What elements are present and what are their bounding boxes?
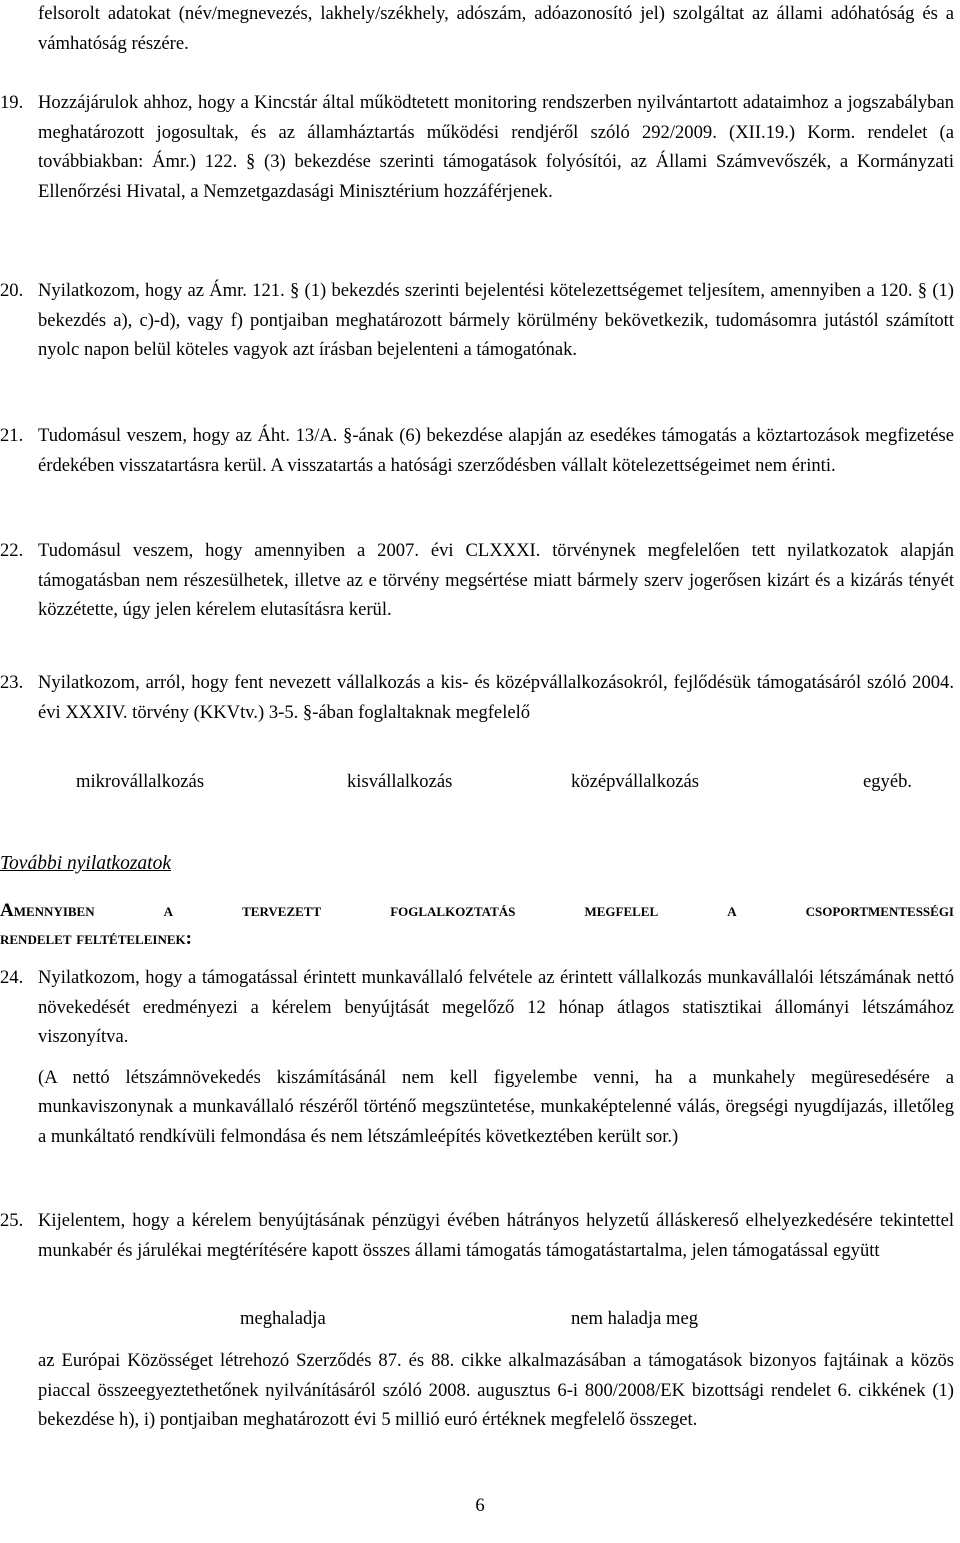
- item-note: (A nettó létszámnövekedés kiszámításánál nem kell figyelembe venni, ha a munkahely megüresedésére a munkaviszonynak a munkavállaló részéről történő megszüntetése, munkaképtelenné válás, öregségi nyugdíjazás, illetőleg a munkáltató rendkívüli felmondása és nem létszámleépítés következtében került sor.): [38, 1066, 954, 1147]
- item-number: 25.: [0, 1210, 24, 1231]
- item-number: 24.: [0, 967, 24, 988]
- option-not-exceeds[interactable]: nem haladja meg: [571, 1308, 699, 1329]
- page-number: 6: [475, 1495, 485, 1516]
- intro-text: felsorolt adatokat (név/megnevezés, lakhely/székhely, adószám, adóazonosító jel) szolgáltat az állami adóhatóság és a vámhatóság részére.: [38, 3, 954, 54]
- item-text-tail: az Európai Közösséget létrehozó Szerződés 87. és 88. cikke alkalmazásában a támogatások bizonyos fajtáinak a közös piaccal összeegyeztethetőnek nyilvánításáról szóló 2008. augusztus 6-i 800/2008/EK bizottsági rendelet 6. cikkének (1) bekezdése h), i) pontjaiban meghatározott évi 5 millió euró értéknek megfelelő összeget.: [38, 1350, 954, 1430]
- section-heading-employment: Amennyiben a tervezett foglalkoztatás megfelel a csoportmentességi: [0, 900, 954, 921]
- list-item-24: [0, 963, 954, 1151]
- item-number: 19.: [0, 92, 24, 113]
- item-text: Kijelentem, hogy a kérelem benyújtásának pénzügyi évében hátrányos helyzetű álláskereső elhelyezkedésére tekintettel munkabér és járulékai megtérítésére kapott összes állami támogatás támogatástartalma, jelen támogatással együtt: [38, 1210, 954, 1261]
- company-size-options: [0, 767, 960, 797]
- item-number: 22.: [0, 540, 24, 561]
- list-item-22: [0, 536, 954, 625]
- item-text: Tudomásul veszem, hogy az Áht. 13/A. §-ának (6) bekezdése alapján az esedékes támogatás a köztartozások megfizetése érdekében visszatartásra kerül. A visszatartás a hatósági szerződésben vállalt kötelezettségeimet nem érinti.: [38, 425, 954, 476]
- item-number: 23.: [0, 672, 24, 693]
- option-other[interactable]: egyéb.: [863, 771, 913, 792]
- option-medium[interactable]: középvállalkozás: [571, 771, 700, 792]
- item-25-continuation: [38, 1346, 954, 1435]
- list-item-20: [0, 276, 954, 365]
- list-item-25: [0, 1206, 954, 1265]
- intro-paragraph: [38, 0, 954, 58]
- item-text: Tudomásul veszem, hogy amennyiben a 2007. évi CLXXXI. törvénynek megfelelően tett nyilatkozatok alapján támogatásban nem részesülhetek, illetve az e törvény megsértése miatt bármely szerv jogerősen kizárt és a kizárás tényét közzétette, úgy jelen kérelem elutasításra kerül.: [38, 540, 954, 620]
- aid-threshold-options: [0, 1304, 960, 1334]
- list-item-23: [0, 668, 954, 727]
- section-heading-employment-cont: rendelet feltételeinek:: [0, 928, 192, 949]
- item-text: Nyilatkozom, hogy a támogatással érintett munkavállaló felvétele az érintett vállalkozás munkavállalói létszámának nettó növekedését eredményezi a kérelem benyújtását megelőző 12 hónap átlagos statisztikai állományi létszámához viszonyítva.: [38, 967, 954, 1047]
- list-item-21: [0, 421, 954, 480]
- list-item-19: [0, 88, 954, 206]
- option-small[interactable]: kisvállalkozás: [347, 771, 453, 792]
- item-number: 20.: [0, 280, 24, 301]
- item-text: Hozzájárulok ahhoz, hogy a Kincstár által működtetett monitoring rendszerben nyilvántartott adataimhoz a jogszabályban meghatározott jogosultak, és az államháztartás működési rendjéről szóló 292/2009. (XII.19.) Korm. rendelet (a továbbiakban: Ámr.) 122. § (3) bekezdése szerinti támogatások folyósítói, az Állami Számvevőszék, a Kormányzati Ellenőrzési Hivatal, a Nemzetgazdasági Minisztérium hozzáférjenek.: [38, 92, 954, 202]
- item-text: Nyilatkozom, hogy az Ámr. 121. § (1) bekezdés szerinti bejelentési kötelezettségemet teljesítem, amennyiben a 120. § (1) bekezdés a), c)-d), vagy f) pontjaiban meghatározott bármely körülmény bekövetkezik, tudomásomra jutástól számított nyolc napon belül köteles vagyok azt írásban bejelenteni a támogatónak.: [38, 280, 954, 360]
- item-number: 21.: [0, 425, 24, 446]
- option-exceeds[interactable]: meghaladja: [240, 1308, 326, 1329]
- section-heading-further: További nyilatkozatok: [0, 853, 171, 874]
- item-text: Nyilatkozom, arról, hogy fent nevezett vállalkozás a kis- és középvállalkozásokról, fejlődésük támogatásáról szóló 2004. évi XXXIV. törvény (KKVtv.) 3-5. §-ában foglaltaknak megfelelő: [38, 672, 954, 723]
- option-micro[interactable]: mikrovállalkozás: [76, 771, 205, 792]
